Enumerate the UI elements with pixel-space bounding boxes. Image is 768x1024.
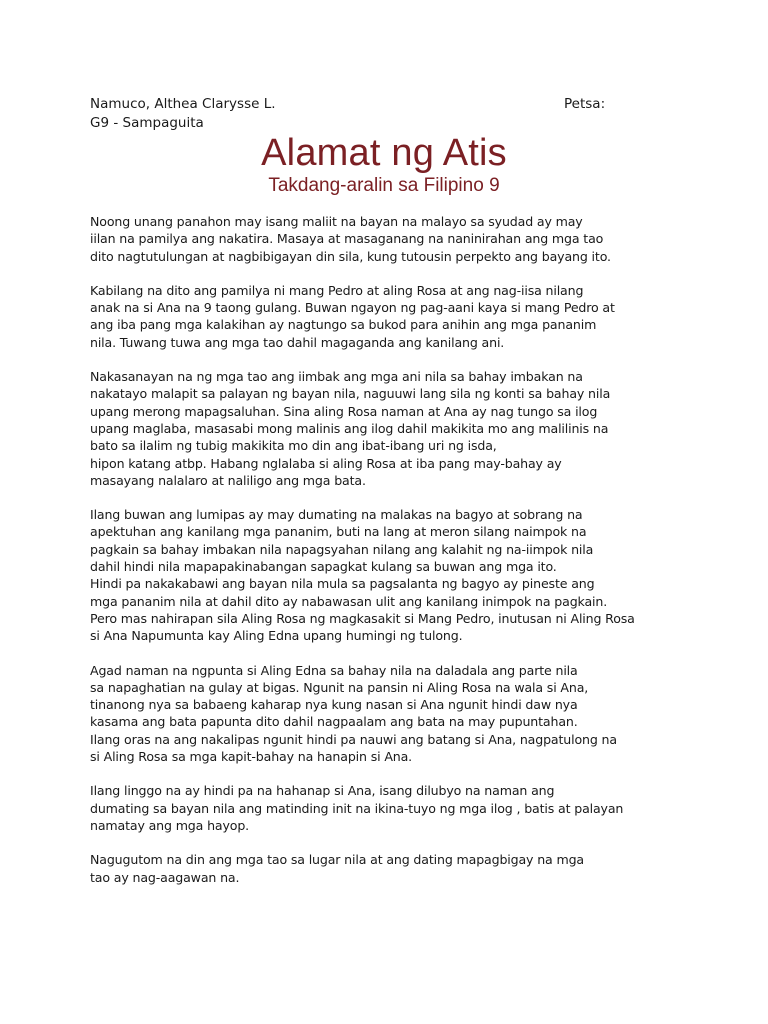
paragraph: Ilang buwan ang lumipas ay may dumating na malakas na bagyo at sobrang na apektuhan ang kanilang mga pananim, buti na lang at meron silang naimpok na pagkain sa bahay imbakan nila napagsyahan nilang ang kalahit ng na-iimpok nila dahil hindi nila mapapakinabangan sapagkat kulang sa buwan ang mga ito. Hindi pa nakakabawi ang bayan nila mula sa pagsalanta ng bagyo ay pineste ang mga pananim nila at dahil dito ay nabawasan ulit ang kanilang inimpok na pagkain. Pero mas nahirapan sila Aling Rosa ng magkasakit si Mang Pedro, inutusan ni Aling Rosa si Ana Napumunta kay Aling Edna upang humingi ng tulong. — [90, 507, 635, 644]
document-subtitle: Takdang-aralin sa Filipino 9 — [268, 175, 500, 196]
paragraph: Nakasanayan na ng mga tao ang iimbak ang mga ani nila sa bahay imbakan na nakatayo malapit sa palayan ng bayan nila, naguuwi lang sila ng konti sa bahay nila upang merong mapagsaluhan. Sina aling Rosa naman at Ana ay nag tungo sa ilog upang maglaba, masasabi mong malinis ang ilog dahil makikita mo ang malilinis na bato sa ilalim ng tubig makikita mo din ang ibat-ibang uri ng isda, hipon katang atbp. Habang nglalaba si aling Rosa at iba pang may-bahay ay masayang nalalaro at naliligo ang mga bata. — [90, 369, 611, 488]
student-name: Namuco, Althea Clarysse L. — [90, 96, 276, 112]
document-title: Alamat ng Atis — [261, 132, 507, 174]
paragraph: Agad naman na ngpunta si Aling Edna sa bahay nila na daladala ang parte nila sa napaghatian na gulay at bigas. Ngunit na pansin ni Aling Rosa na wala si Ana, tinanong nya sa babaeng kaharap nya kung nasan si Ana ngunit hindi daw nya kasama ang bata papunta dito dahil nagpaalam ang bata na may pupuntahan. Ilang oras na ang nakalipas ngunit hindi pa nauwi ang batang si Ana, nagpatulong na si Aling Rosa sa mga kapit-bahay na hanapin si Ana. — [90, 662, 617, 765]
date-label: Petsa: — [564, 96, 606, 112]
grade-section: G9 - Sampaguita — [90, 115, 204, 131]
paragraph: Ilang linggo na ay hindi pa na hahanap si Ana, isang dilubyo na naman ang dumating sa bayan nila ang matinding init na ikina-tuyo ng mga ilog , batis at palayan namatay ang mga hayop. — [90, 783, 624, 833]
paragraph: Kabilang na dito ang pamilya ni mang Pedro at aling Rosa at ang nag-iisa nilang anak na si Ana na 9 taong gulang. Buwan ngayon ng pag-aani kaya si mang Pedro at ang iba pang mga kalakihan ay nagtungo sa bukod para anihin ang mga pananim nila. Tuwang tuwa ang mga tao dahil magaganda ang kanilang ani. — [90, 282, 615, 350]
paragraph: Nagugutom na din ang mga tao sa lugar nila at ang dating mapagbigay na mga tao ay nag-aagawan na. — [90, 852, 584, 885]
paragraph: Noong unang panahon may isang maliit na bayan na malayo sa syudad ay may iilan na pamilya ang nakatira. Masaya at masaganang na naninirahan ang mga tao dito nagtutulungan at nagbibigayan din sila, kung tutousin perpekto ang bayang ito. — [90, 214, 611, 264]
document-body — [90, 213, 684, 903]
